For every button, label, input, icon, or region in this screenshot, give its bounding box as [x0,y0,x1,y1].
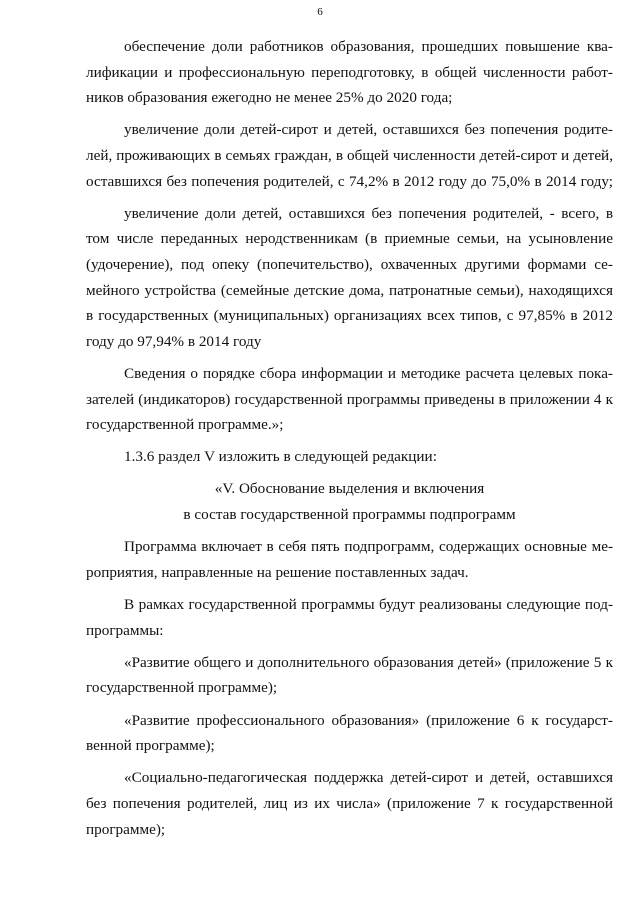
document-body [86,34,613,842]
paragraph-indicator-methodology [86,361,613,438]
text-line: В рамках государственной программы будут реализованы следующие под- [124,596,613,614]
text-line: Сведения о порядке сбора информации и методике расчета целевых пока- [124,364,613,382]
paragraph-five-subprograms [86,534,613,585]
paragraph-teacher-qualification [86,34,613,111]
text-line: лей, проживающих в семьях граждан, в общей численности детей-сирот и детей, [86,146,613,164]
text-line: увеличение доли детей-сирот и детей, оставшихся без попечения родите- [124,121,613,139]
text-line: роприятия, направленные на решение поставленных задач. [86,563,469,581]
text-line: том числе переданных неродственникам (в приемные семьи, на усыновление [86,230,613,248]
text-line: программы: [86,621,164,639]
subprogram-professional-education [86,708,613,759]
heading-line: «V. Обоснование выделения и включения [214,480,485,498]
text-line: увеличение доли детей, оставшихся без попечения родителей, - всего, в [124,204,613,222]
text-line: оставшихся без попечения родителей, с 74,2% в 2012 году до 75,0% в 2014 году; [86,172,613,190]
text-line: «Развитие профессионального образования» (приложение 6 к государст- [124,711,613,729]
text-line: государственной программе); [86,679,278,697]
text-line: «Развитие общего и дополнительного образования детей» (приложение 5 к [124,653,613,671]
heading-line: в состав государственной программы подпрограмм [183,506,516,524]
subprogram-orphan-support [86,765,613,842]
text-line: году до 97,94% в 2014 году [86,332,262,350]
text-line: в государственных (муниципальных) организациях всех типов, с 97,85% в 2012 [86,307,613,325]
text-line: венной программе); [86,737,215,755]
text-line: «Социально-педагогическая поддержка детей-сирот и детей, оставшихся [124,769,613,787]
text-line: Программа включает в себя пять подпрограмм, содержащих основные ме- [124,538,613,556]
text-line: мейного устройства (семейные детские дома, патронатные семьи), находящихся [86,281,613,299]
paragraph-section-amendment [86,444,613,470]
text-line: обеспечение доли работников образования, прошедших повышение ква- [124,38,613,55]
text-line: без попечения родителей, лиц из их числа» (приложение 7 к государственной [86,794,613,812]
text-line: лификации и профессиональную переподготовку, в общей численности работ- [86,63,613,81]
section-heading [86,476,613,527]
text-line: 1.3.6 раздел V изложить в следующей редакции: [124,448,437,466]
text-line: зателей (индикаторов) государственной программы приведены в приложении 4 к [86,390,613,408]
paragraph-orphans-in-families [86,117,613,194]
paragraph-subprograms-intro [86,592,613,643]
subprogram-general-education [86,650,613,701]
page-number: 6 [317,6,323,18]
paragraph-children-without-care [86,201,613,355]
text-line: государственной программе.»; [86,416,284,434]
text-line: (удочерение), под опеку (попечительство), охваченных другими формами се- [86,255,613,273]
text-line: ников образования ежегодно не менее 25% до 2020 года; [86,89,453,107]
text-line: программе); [86,820,166,838]
